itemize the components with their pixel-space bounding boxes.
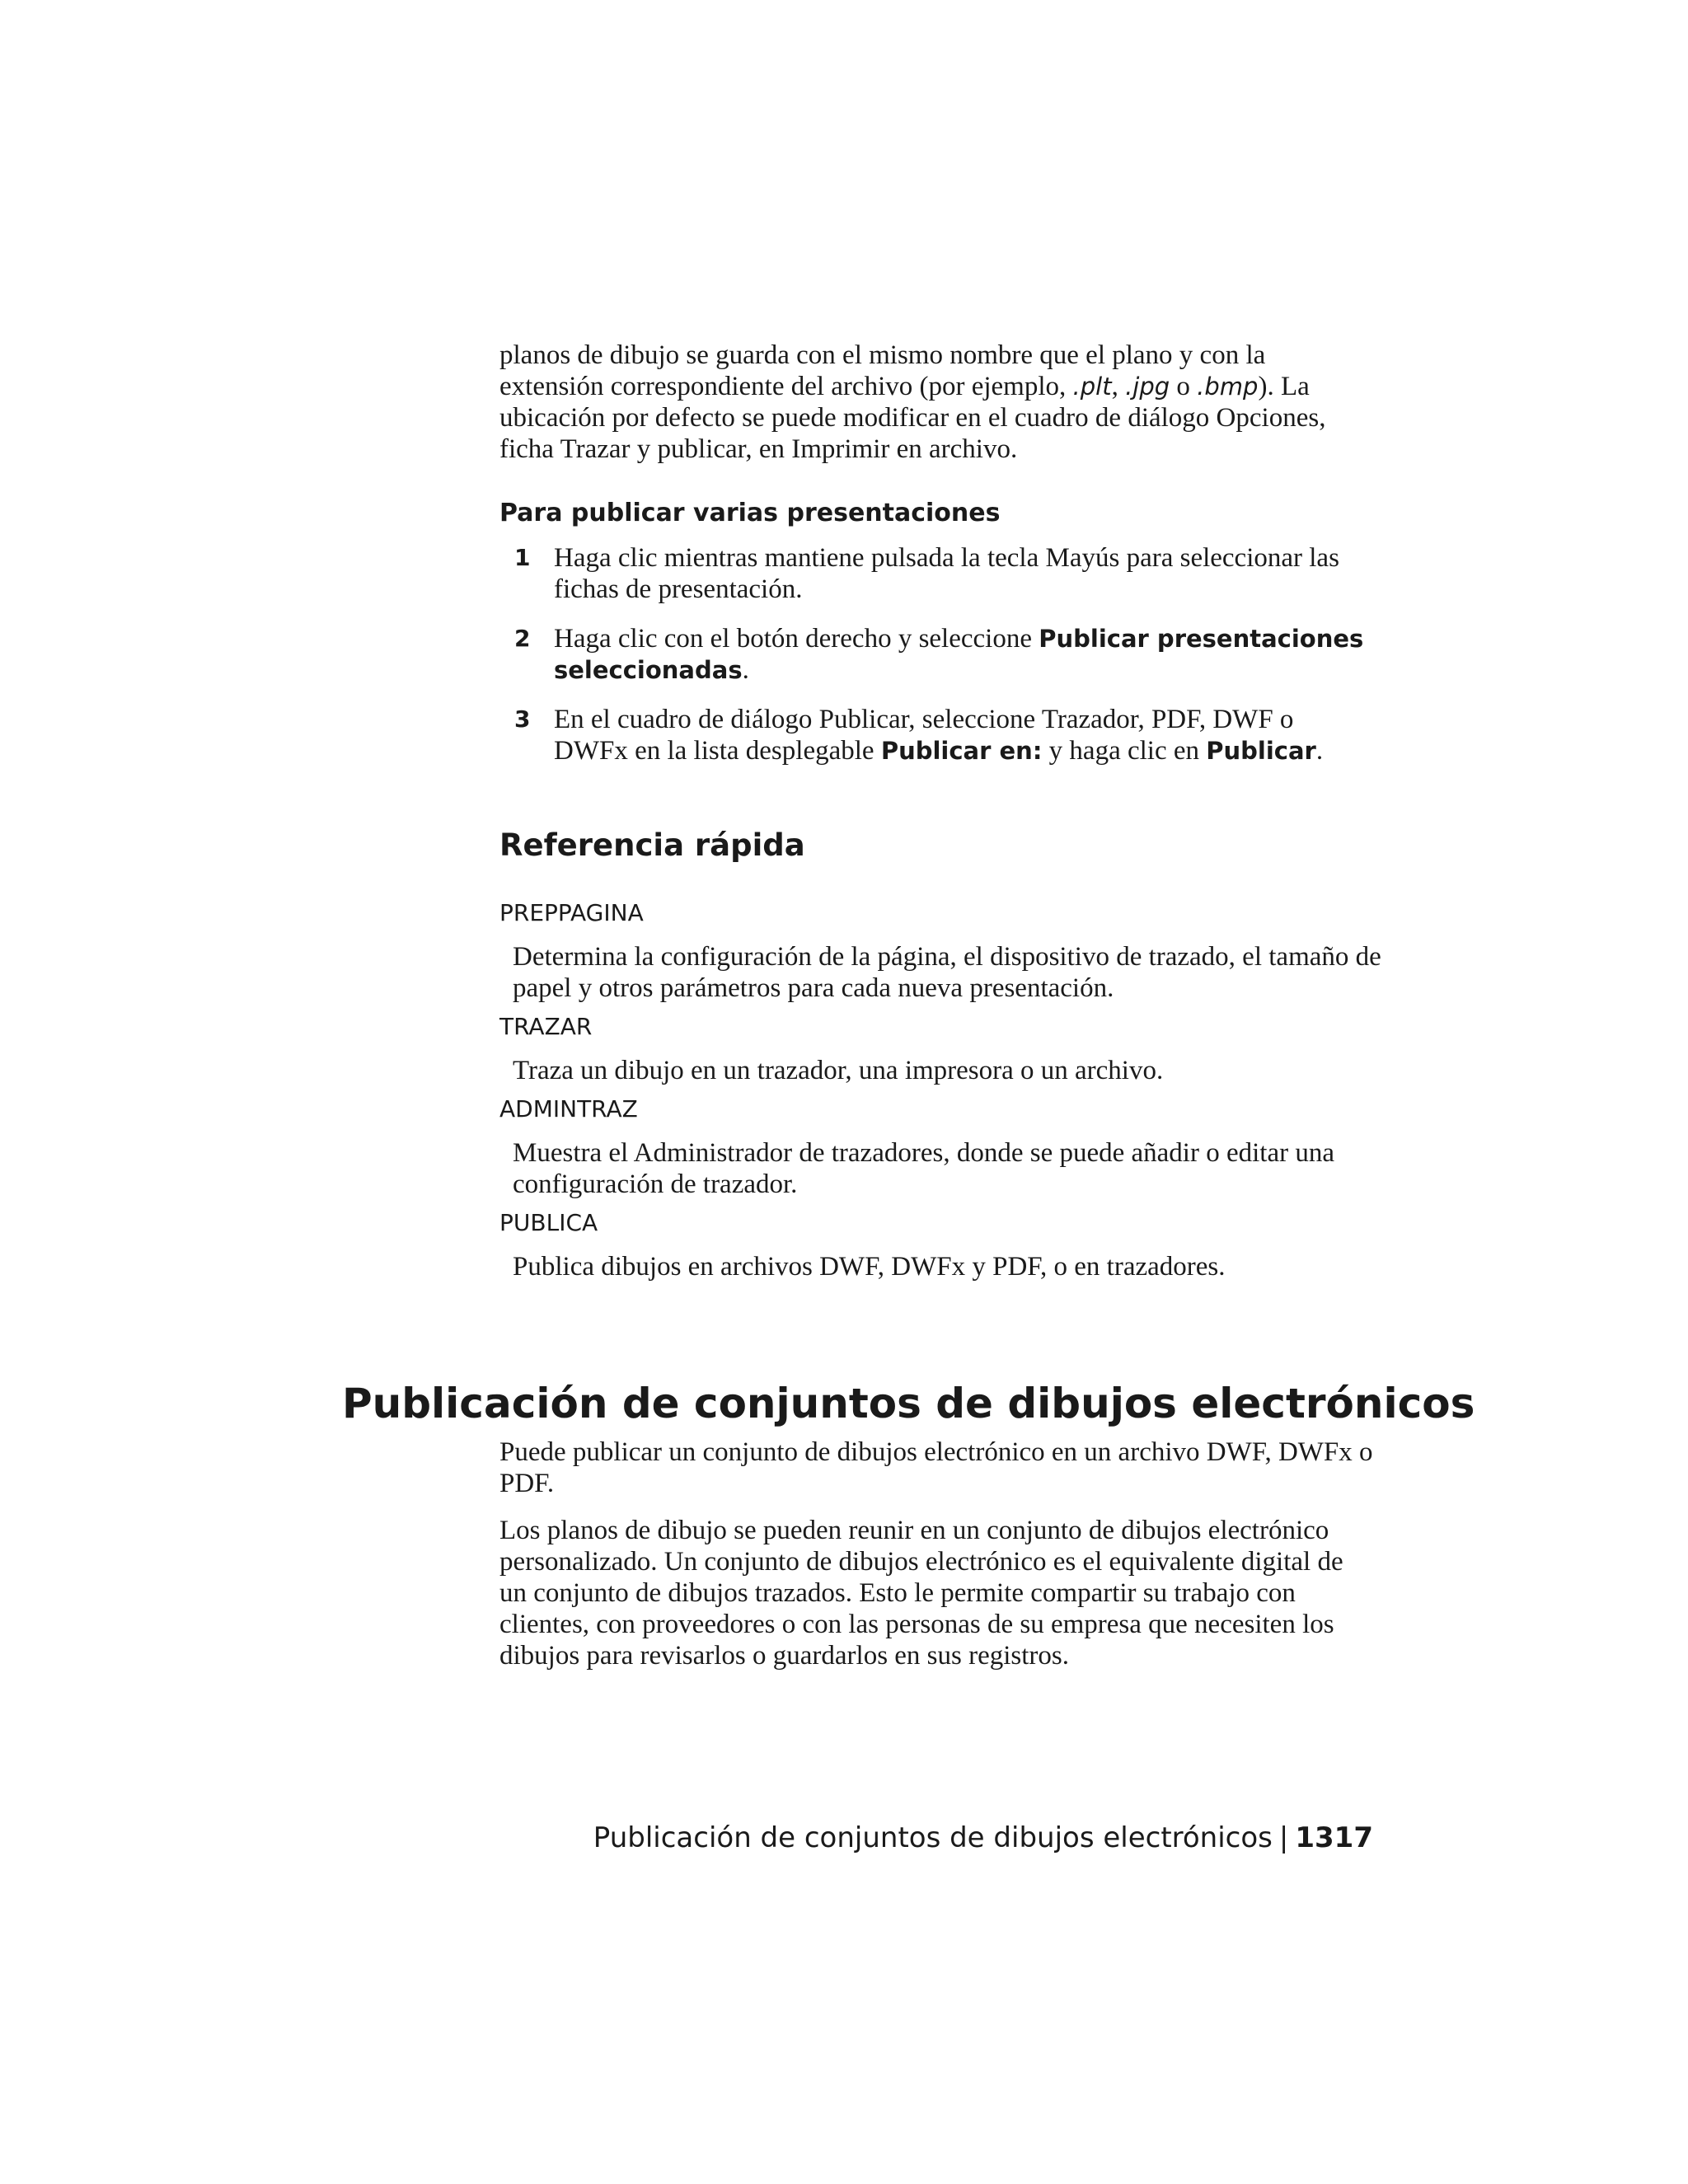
ref-command: PUBLICA (499, 1209, 598, 1236)
section-paragraph-2: Los planos de dibujo se pueden reunir en un conjunto de dibujos electrónico personalizado. Un conjunto de dibujos electrónico es el equivalente digital de un conjunto de dibujos trazados. Esto le permite compartir su trabajo con clientes, con proveedores o con las personas de su empresa que necesiten los dibujos para revisarlos o guardarlos en sus registros. (499, 1516, 1343, 1671)
step-text-start: En el cuadro de diálogo Publicar, seleccione Trazador, PDF, DWF o DWFx en la lista desplegable (554, 705, 1294, 766)
publish-to-label-bold: Publicar en: (880, 737, 1043, 765)
step-text-middle: y haga clic en (1042, 736, 1207, 766)
intro-paragraph (499, 340, 1373, 465)
step-text-start: Haga clic con el botón derecho y seleccione (554, 624, 1039, 654)
quick-reference-list (499, 898, 1381, 1291)
ref-command: PREPPAGINA (499, 899, 644, 926)
ext-jpg: .jpg (1125, 373, 1170, 401)
ref-command: ADMINTRAZ (499, 1095, 638, 1122)
step-text (554, 623, 1373, 686)
step-text-end: . (742, 655, 749, 685)
page-footer (593, 1821, 1373, 1854)
step-number: 2 (514, 625, 531, 652)
ref-description: Determina la configuración de la página, el dispositivo de trazado, el tamaño de papel y otros parámetros para cada nueva presentación. (513, 942, 1381, 1003)
step-text (554, 704, 1373, 766)
intro-comma: , (1111, 372, 1126, 401)
step-3 (499, 704, 1373, 766)
ref-description: Traza un dibujo en un trazador, una impresora o un archivo. (513, 1056, 1164, 1085)
intro-text-end: ). La ubicación por defecto se puede modificar en el cuadro de diálogo Opciones, ficha Trazar y publicar, en Imprimir en archivo. (499, 372, 1326, 464)
ref-description: Publica dibujos en archivos DWF, DWFx y PDF, o en trazadores. (513, 1252, 1226, 1282)
step-number: 1 (514, 544, 531, 571)
ref-description: Muestra el Administrador de trazadores, donde se puede añadir o editar una configuración de trazador. (513, 1138, 1334, 1199)
intro-text-start: planos de dibujo se guarda con el mismo nombre que el plano y con la extensión correspondiente del archivo (por ejemplo, (499, 340, 1266, 401)
intro-or: o (1170, 372, 1198, 401)
step-1 (499, 542, 1373, 605)
running-title: Publicación de conjuntos de dibujos electrónicos (593, 1821, 1273, 1854)
section-heading: Publicación de conjuntos de dibujos electrónicos (342, 1380, 1475, 1427)
footer-separator: | (1278, 1821, 1289, 1854)
ext-plt: .plt (1072, 373, 1112, 401)
quick-reference-heading: Referencia rápida (499, 827, 805, 863)
step-text: Haga clic mientras mantiene pulsada la tecla Mayús para seleccionar las fichas de presentación. (554, 543, 1339, 604)
page-number: 1317 (1295, 1821, 1373, 1854)
step-text-end: . (1315, 736, 1324, 766)
ext-bmp: .bmp (1197, 373, 1259, 401)
step-2 (499, 623, 1373, 686)
command-label-bold: Publicar presentaciones seleccionadas (554, 625, 1364, 684)
ref-command: TRAZAR (499, 1013, 593, 1040)
step-number: 3 (514, 705, 531, 733)
publish-button-label-bold: Publicar (1206, 737, 1316, 765)
procedure-steps (499, 542, 1373, 785)
section-paragraph-1: Puede publicar un conjunto de dibujos electrónico en un archivo DWF, DWFx o PDF. (499, 1437, 1373, 1498)
procedure-title: Para publicar varias presentaciones (499, 499, 1001, 527)
